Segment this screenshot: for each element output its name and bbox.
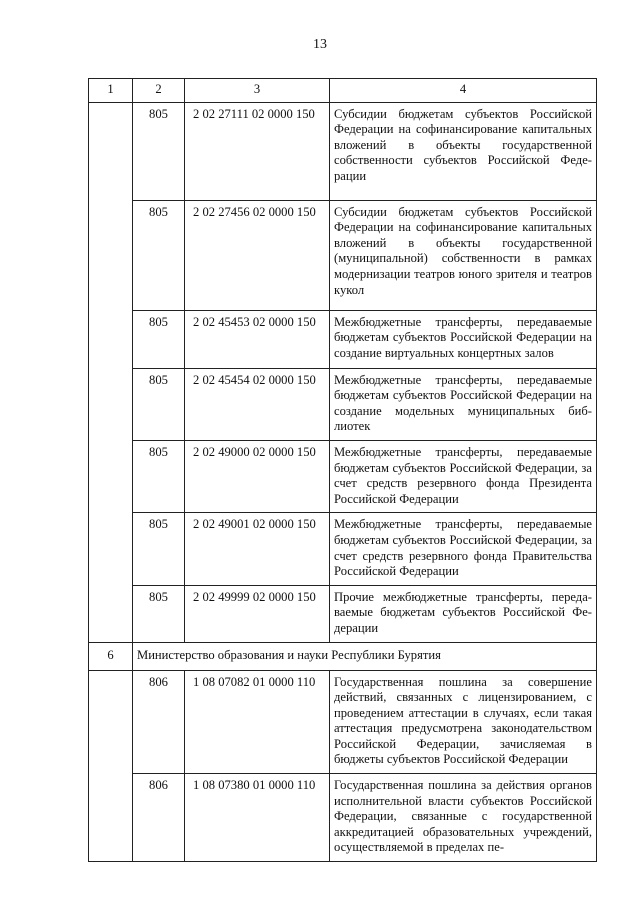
admin-code-cell: 805 <box>133 200 185 310</box>
budget-code-cell: 2 02 49001 02 0000 150 <box>185 513 330 585</box>
table-row <box>89 368 597 440</box>
admin-code-cell: 805 <box>133 368 185 440</box>
column-number-row <box>89 79 597 103</box>
table-row <box>89 585 597 642</box>
table-row <box>89 513 597 585</box>
description-cell: Межбюджетные трансферты, передаваемые бюджетам субъектов Российской Федерации на создание виртуальных концертных залов <box>330 310 597 368</box>
column-number-4: 4 <box>330 79 597 103</box>
table-row <box>89 670 597 774</box>
table-row <box>89 200 597 310</box>
column-number-2: 2 <box>133 79 185 103</box>
description-cell: Субсидии бюджетам субъектов Российской Федерации на софинансирование капитальных вложений в объекты государственной собственности субъектов Российской Федерации <box>330 102 597 200</box>
column-number-1: 1 <box>89 79 133 103</box>
budget-code-cell: 2 02 27111 02 0000 150 <box>185 102 330 200</box>
budget-code-cell: 1 08 07380 01 0000 110 <box>185 774 330 862</box>
budget-code-cell: 2 02 49000 02 0000 150 <box>185 440 330 512</box>
description-cell: Межбюджетные трансферты, передаваемые бюджетам субъектов Российской Федерации на создание модельных муниципальных библиотек <box>330 368 597 440</box>
table-row <box>89 310 597 368</box>
admin-code-cell: 805 <box>133 440 185 512</box>
group-number-cell-empty <box>89 102 133 642</box>
page-number: 13 <box>313 37 327 52</box>
description-cell: Государственная пошлина за совершение действий, связанных с лицензированием, с проведением аттестации в случаях, если такая аттестация предусмотрена законодательством Российской Федерации, зачисляемая в бюджеты субъектов Российской Федерации <box>330 670 597 774</box>
table-row <box>89 102 597 200</box>
group-number-cell-empty <box>89 670 133 862</box>
admin-code-cell: 805 <box>133 513 185 585</box>
section-number: 6 <box>89 642 133 670</box>
table-row <box>89 774 597 862</box>
budget-code-cell: 2 02 27456 02 0000 150 <box>185 200 330 310</box>
description-cell: Прочие межбюджетные трансферты, передаваемые бюджетам субъектов Российской Федерации <box>330 585 597 642</box>
admin-code-cell: 805 <box>133 585 185 642</box>
description-cell: Государственная пошлина за действия органов исполнительной власти субъектов Российской Федерации, связанные с государственной аккредитацией образовательных учреждений, осуществляемой в пределах пе- <box>330 774 597 862</box>
description-cell: Субсидии бюджетам субъектов Российской Федерации на софинансирование капитальных вложений в объекты государственной (муниципальной) собственности в рамках модернизации театров юного зрителя и театров кукол <box>330 200 597 310</box>
budget-code-cell: 1 08 07082 01 0000 110 <box>185 670 330 774</box>
admin-code-cell: 805 <box>133 310 185 368</box>
admin-code-cell: 806 <box>133 670 185 774</box>
admin-code-cell: 805 <box>133 102 185 200</box>
section-title: Министерство образования и науки Республики Бурятия <box>133 642 597 670</box>
admin-code-cell: 806 <box>133 774 185 862</box>
budget-code-cell: 2 02 45453 02 0000 150 <box>185 310 330 368</box>
description-cell: Межбюджетные трансферты, передаваемые бюджетам субъектов Российской Федерации, за счет средств резервного фонда Правительства Российской Федерации <box>330 513 597 585</box>
column-number-3: 3 <box>185 79 330 103</box>
description-cell: Межбюджетные трансферты, передаваемые бюджетам субъектов Российской Федерации, за счет средств резервного фонда Президента Российской Федерации <box>330 440 597 512</box>
revenue-codes-table <box>88 78 597 862</box>
budget-code-cell: 2 02 49999 02 0000 150 <box>185 585 330 642</box>
section-row <box>89 642 597 670</box>
budget-code-cell: 2 02 45454 02 0000 150 <box>185 368 330 440</box>
table-row <box>89 440 597 512</box>
